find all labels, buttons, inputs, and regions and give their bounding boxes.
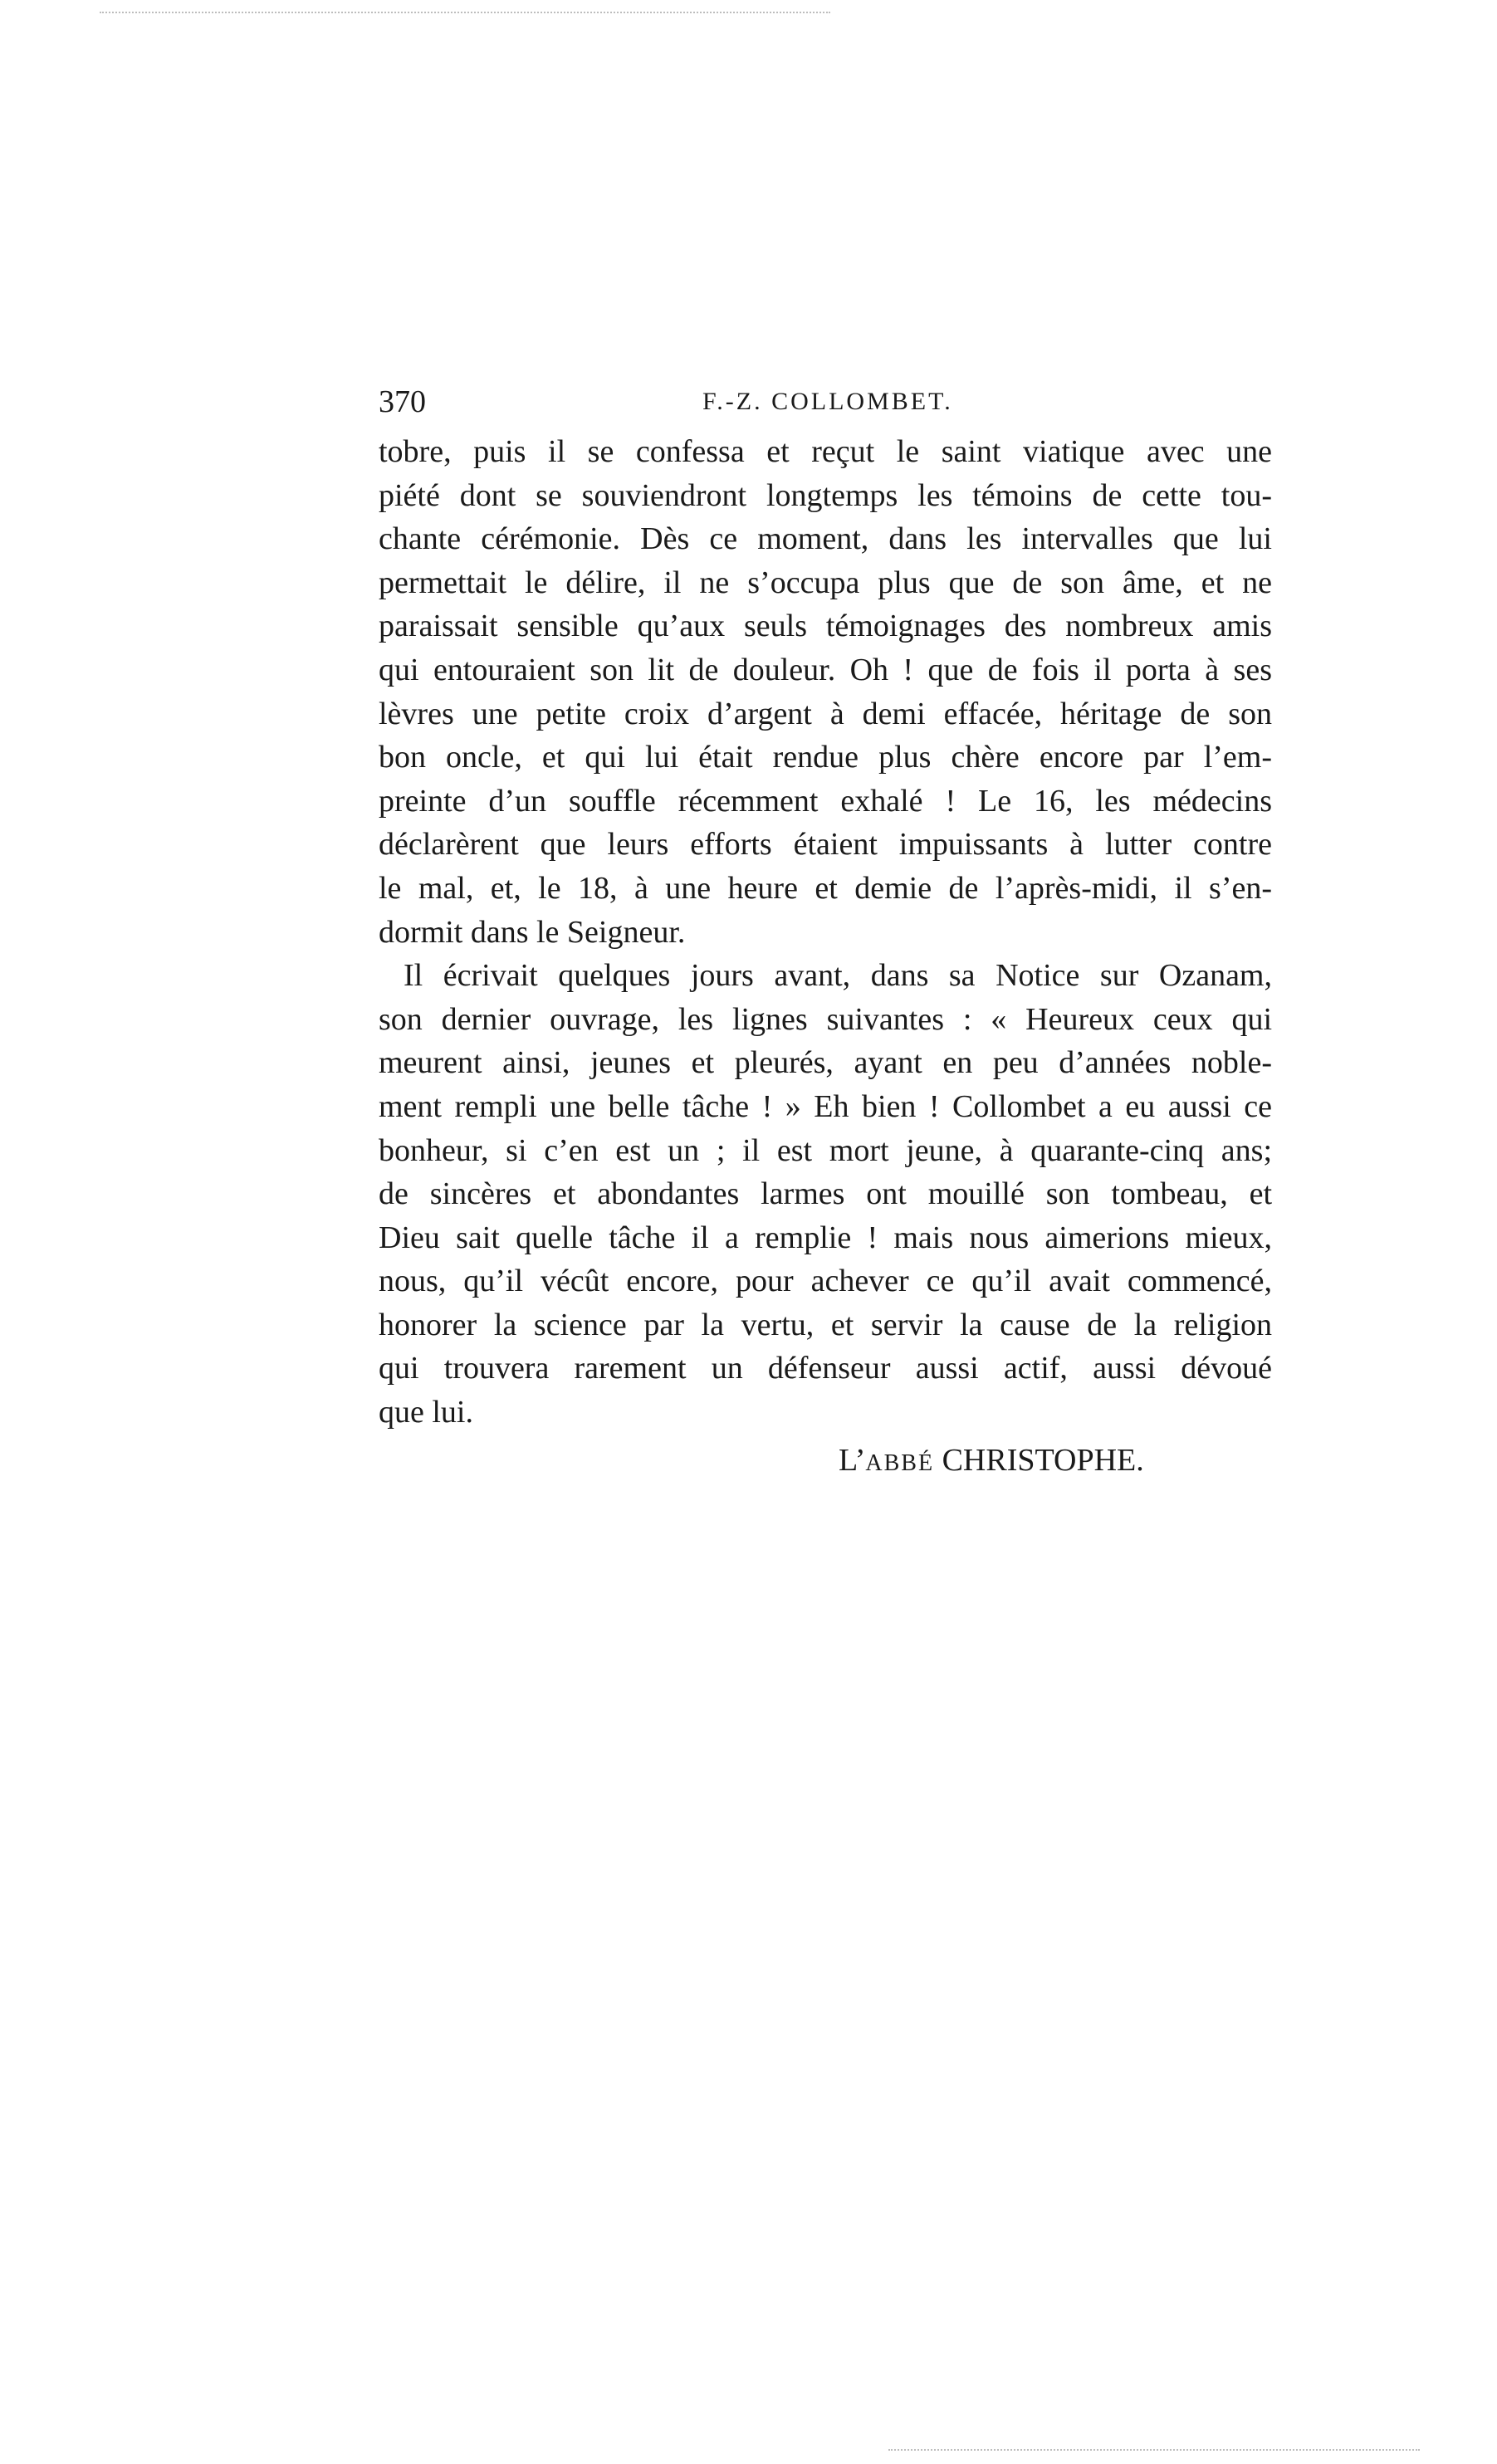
page-header: [379, 379, 1272, 425]
text-line: bon oncle, et qui lui était rendue plus chère encore par l’em-: [379, 740, 1272, 775]
body-text: [379, 430, 1272, 1435]
text-line: bonheur, si c’en est un ; il est mort jeune, à quarante-cinq ans;: [379, 1132, 1272, 1168]
text-line: de sincères et abondantes larmes ont mouillé son tombeau, et: [379, 1176, 1272, 1212]
author-signature: [839, 1437, 1144, 1487]
text-line: preinte d’un souffle récemment exhalé ! Le 16, les médecins: [379, 783, 1272, 819]
text-line: Dieu sait quelle tâche il a remplie ! mais nous aimerions mieux,: [379, 1220, 1272, 1255]
text-line: lèvres une petite croix d’argent à demi effacée, héritage de son: [379, 696, 1272, 731]
text-line: son dernier ouvrage, les lignes suivantes : « Heureux ceux qui: [379, 1001, 1272, 1037]
bottom-edge-scan-artifact: [888, 2449, 1420, 2451]
top-edge-scan-artifact: [100, 12, 830, 13]
text-line: paraissait sensible qu’aux seuls témoignages des nombreux amis: [379, 609, 1272, 644]
text-line: que lui.: [379, 1395, 473, 1430]
text-line: le mal, et, le 18, à une heure et demie de l’après-midi, il s’en-: [379, 870, 1272, 906]
signature-title: ABBÉ: [865, 1450, 935, 1476]
paragraph-1: [379, 430, 1272, 954]
text-line: meurent ainsi, jeunes et pleurés, ayant en peu d’années noble-: [379, 1045, 1272, 1081]
text-line: qui trouvera rarement un défenseur aussi actif, aussi dévoué: [379, 1351, 1272, 1386]
text-line: ment rempli une belle tâche ! » Eh bien ! Collombet a eu aussi ce: [379, 1088, 1272, 1124]
text-line: chante cérémonie. Dès ce moment, dans les intervalles que lui: [379, 521, 1272, 557]
page-number: 370: [379, 384, 426, 419]
text-line: qui entouraient son lit de douleur. Oh ! que de fois il porta à ses: [379, 652, 1272, 687]
text-line: dormit dans le Seigneur.: [379, 914, 686, 950]
signature-prefix: L’: [839, 1443, 866, 1478]
signature-name: CHRISTOPHE.: [942, 1443, 1144, 1478]
text-line: honorer la science par la vertu, et servir la cause de la religion: [379, 1307, 1272, 1342]
running-title: F.-Z. COLLOMBET.: [702, 388, 953, 415]
paragraph-2: [379, 954, 1272, 1435]
text-line: tobre, puis il se confessa et reçut le saint viatique avec une: [379, 434, 1272, 469]
text-line: déclarèrent que leurs efforts étaient impuissants à lutter contre: [379, 827, 1272, 863]
text-line: piété dont se souviendront longtemps les témoins de cette tou-: [379, 477, 1272, 513]
text-line: Il écrivait quelques jours avant, dans sa Notice sur Ozanam,: [404, 958, 1272, 994]
text-line: nous, qu’il vécût encore, pour achever ce qu’il avait commencé,: [379, 1264, 1272, 1299]
text-line: permettait le délire, il ne s’occupa plus que de son âme, et ne: [379, 565, 1272, 600]
